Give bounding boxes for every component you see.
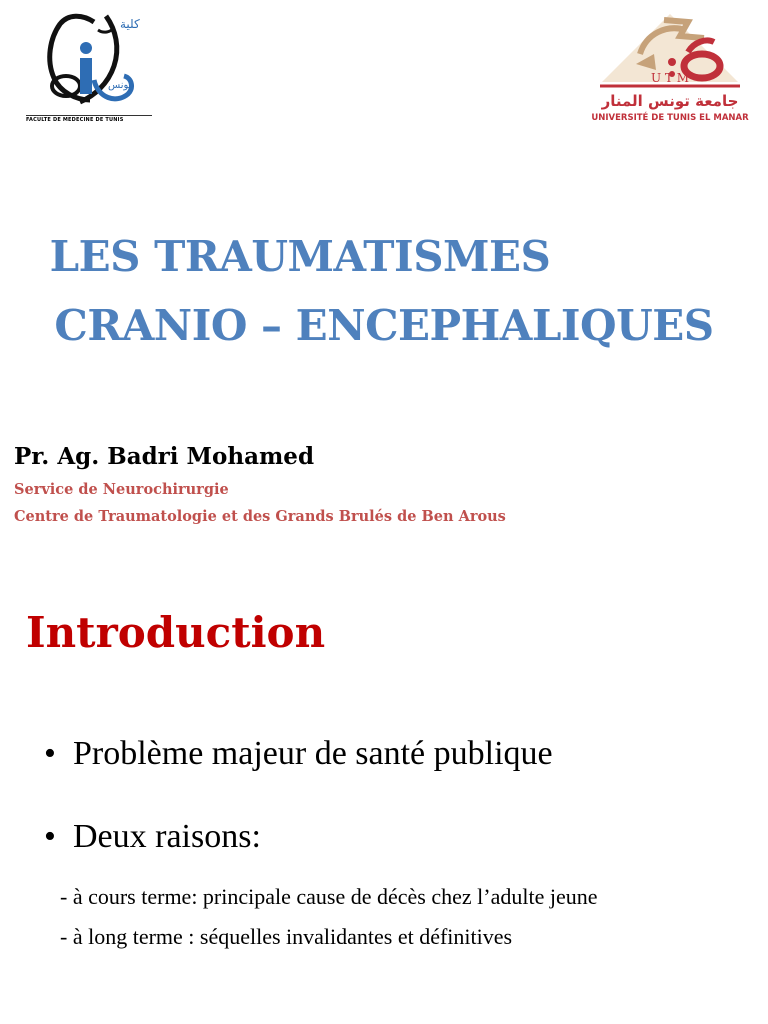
affiliation-department: Service de Neurochirurgie (14, 481, 229, 498)
svg-text:جامعة تونس المنار: جامعة تونس المنار (601, 92, 739, 110)
bullet-icon: • (44, 818, 56, 855)
faculty-logo (24, 8, 154, 126)
faculte-medecine-tunis-logo-icon (24, 8, 154, 118)
title-line-2: CRANIO – ENCEPHALIQUES (54, 301, 714, 350)
sub-point-short-term: - à cours terme: principale cause de décès chez l’adulte jeune (60, 884, 598, 909)
svg-text:U T M: U T M (650, 71, 690, 85)
section-heading: Introduction (26, 608, 326, 657)
sub-point-long-term: - à long terme : séquelles invalidantes et définitives (60, 924, 513, 949)
universite-tunis-el-manar-logo-icon (584, 8, 756, 130)
bullet-text: Problème majeur de santé publique (73, 735, 553, 772)
bullet-icon: • (44, 735, 56, 772)
bullet-text: Deux raisons: (73, 818, 261, 855)
svg-text:كلية: كلية (120, 17, 140, 31)
bullet-item (44, 818, 261, 856)
university-logo (584, 8, 756, 130)
author-name: Pr. Ag. Badri Mohamed (14, 443, 315, 470)
bullet-item (44, 735, 553, 773)
svg-text:UNIVERSITÉ DE TUNIS EL MANAR: UNIVERSITÉ DE TUNIS EL MANAR (591, 113, 749, 123)
faculty-logo-caption: FACULTE DE MEDECINE DE TUNIS (26, 115, 152, 123)
svg-text:بتونس: بتونس (108, 80, 135, 91)
affiliation-center: Centre de Traumatologie et des Grands Brulés de Ben Arous (14, 508, 506, 525)
title-line-1: LES TRAUMATISMES (49, 232, 551, 281)
